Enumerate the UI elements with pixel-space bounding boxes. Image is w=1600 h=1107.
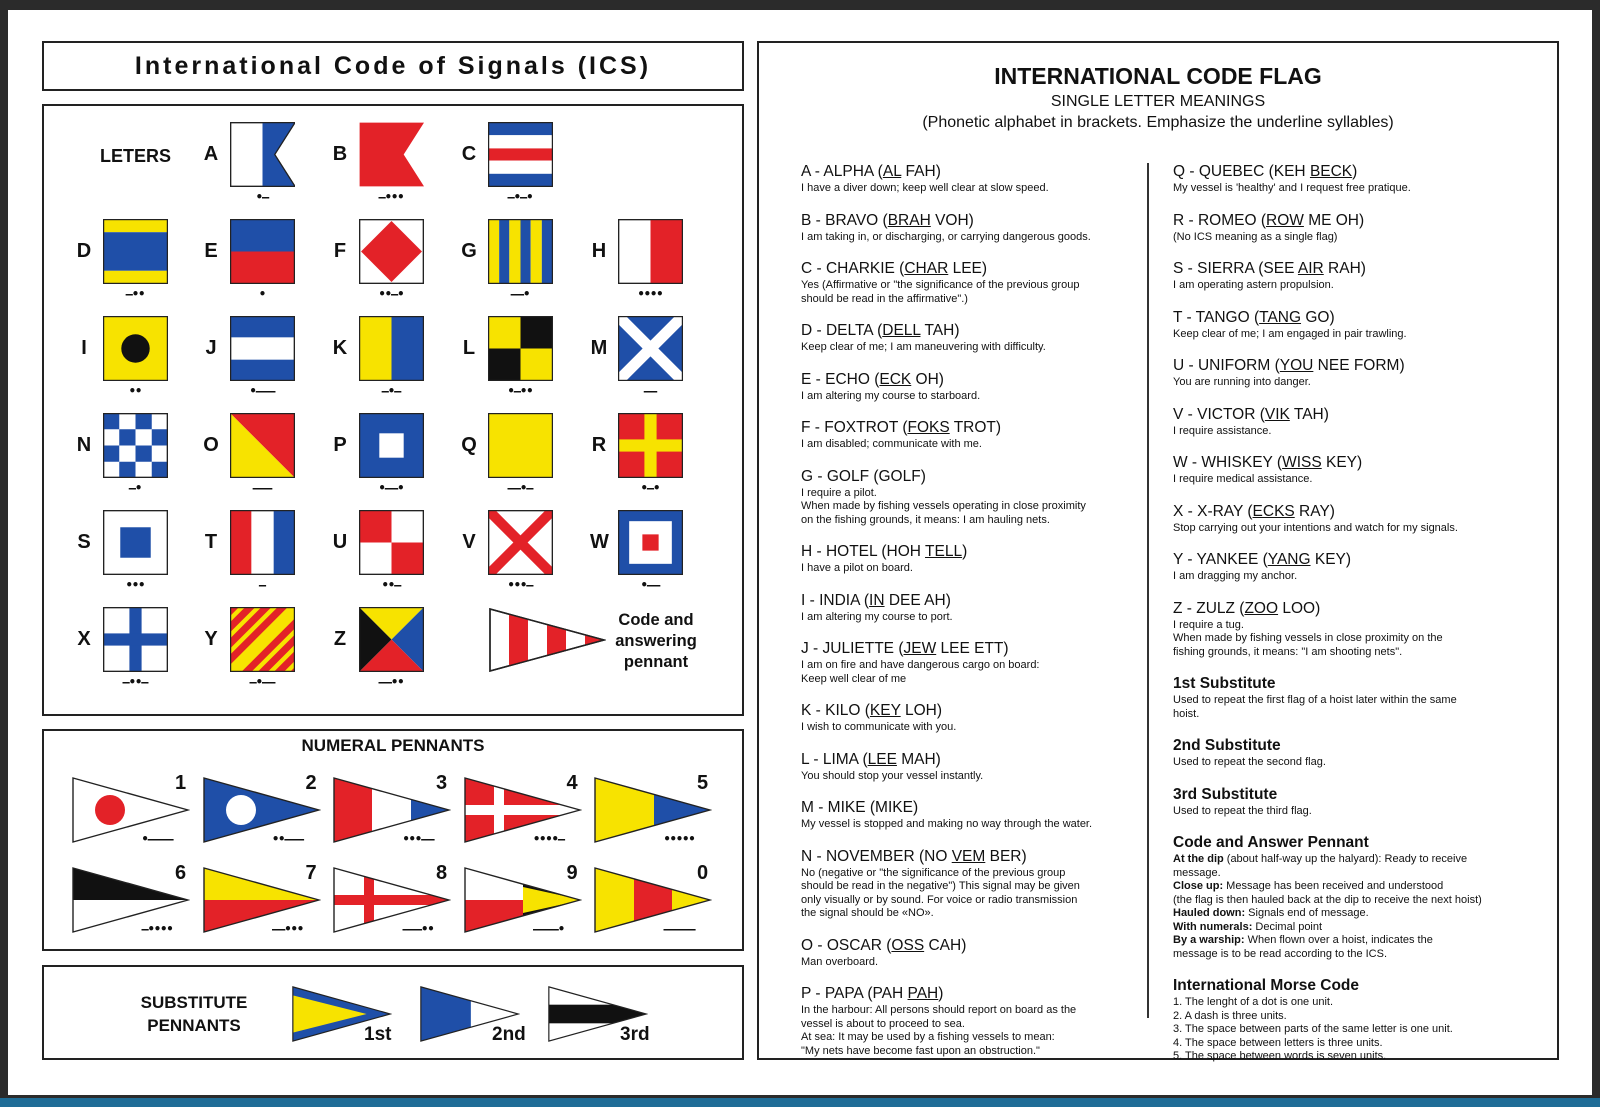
- numeral-label-0: 0: [697, 862, 709, 884]
- flag-morse-d: –••: [125, 287, 145, 301]
- flag-i-icon: [103, 316, 168, 381]
- meaning-heading: F - FOXTROT (FOKS TROT): [801, 419, 1002, 436]
- flag-morse-e: •: [258, 287, 266, 301]
- flag-v-icon: [488, 510, 553, 575]
- meaning-entry: [801, 937, 1141, 970]
- meaning-heading: D - DELTA (DELL TAH): [801, 322, 960, 339]
- meanings-panel: [757, 41, 1559, 1060]
- meaning-entry: [801, 848, 1141, 921]
- meaning-entry: [801, 985, 1141, 1058]
- flag-letter-j: J: [205, 337, 217, 359]
- flag-morse-s: •••: [125, 578, 145, 592]
- flag-f-icon: [359, 219, 424, 284]
- flag-letter-v: V: [462, 531, 476, 553]
- meaning-entry: [1173, 212, 1533, 245]
- flag-letter-n: N: [76, 434, 92, 456]
- meaning-description: I have a pilot on board.: [801, 562, 913, 574]
- substitutes-label: [124, 991, 264, 1037]
- flag-morse-a: •–: [255, 190, 269, 204]
- meaning-heading: Y - YANKEE (YANG KEY): [1173, 551, 1352, 568]
- morse-code-section: [1173, 977, 1533, 1064]
- flag-p-icon: [359, 413, 424, 478]
- code-pennant-label: [608, 610, 704, 673]
- meaning-heading: I - INDIA (IN DEE AH): [801, 591, 951, 609]
- flag-n-icon: [103, 413, 168, 478]
- flag-morse-j: •–––: [249, 384, 275, 398]
- meaning-entry: [801, 468, 1141, 528]
- meaning-description: I am operating astern propulsion.: [1173, 279, 1334, 291]
- flag-morse-u: ••–: [381, 578, 401, 592]
- meaning-entry: [801, 751, 1141, 784]
- meaning-entry: [801, 799, 1141, 832]
- flag-q-icon: [488, 413, 553, 478]
- flag-morse-q: ––•–: [507, 481, 533, 495]
- meaning-entry: [801, 371, 1141, 404]
- meaning-heading: P - PAPA (PAH PAH): [801, 985, 944, 1002]
- meaning-entry: [801, 640, 1141, 686]
- flag-letter-r: R: [591, 434, 607, 456]
- meaning-heading: G - GOLF (GOLF): [801, 467, 926, 485]
- meaning-description: I require assistance.: [1173, 424, 1272, 437]
- flag-letter-c: C: [461, 143, 477, 165]
- code-answer-section: [1173, 834, 1533, 961]
- substitute-explanation: [1173, 737, 1533, 770]
- meaning-description: Man overboard.: [801, 955, 879, 968]
- flag-morse-n: –•: [128, 481, 142, 495]
- meaning-entry: [1173, 309, 1533, 342]
- flag-morse-i: ••: [128, 384, 142, 398]
- numeral-morse-6: –••••: [141, 922, 173, 936]
- meaning-description: Keep clear of me; I am maneuvering with difficulty.: [801, 341, 1046, 353]
- meaning-entry: [801, 212, 1141, 245]
- meaning-heading: B - BRAVO (BRAH VOH): [801, 211, 974, 229]
- code-pennant-label-line: Code and: [618, 611, 694, 629]
- meaning-description: I require a tug. When made by fishing vessels in close proximity on the fishing grounds, it means: "I am shooting nets".: [1173, 618, 1443, 658]
- substitute-explanation: [1173, 675, 1533, 721]
- numeral-label-2: 2: [305, 772, 317, 794]
- meaning-heading: C - CHARKIE (CHAR LEE): [801, 260, 988, 277]
- meaning-entry: [801, 702, 1141, 735]
- meaning-description: (No ICS meaning as a single flag): [1173, 230, 1338, 243]
- numeral-morse-4: ••••–: [532, 832, 565, 846]
- flag-x-icon: [103, 607, 168, 672]
- flag-morse-b: –•••: [378, 190, 404, 204]
- substitute-explanation-title: 3rd Substitute: [1173, 785, 1278, 803]
- meaning-description: My vessel is stopped and making no way through the water.: [801, 818, 1093, 830]
- flag-z-icon: [359, 607, 424, 672]
- meaning-description: You should stop your vessel instantly.: [801, 769, 984, 782]
- morse-code-text: 1. The lenght of a dot is one unit. 2. A dash is three units. 3. The space between parts of the same letter is one unit. 4. The space between letters is three units. 5. The space between words is seven units.: [1173, 996, 1453, 1062]
- substitute-explanation-title: 2nd Substitute: [1173, 737, 1281, 754]
- numerals-title: NUMERAL PENNANTS: [301, 736, 485, 755]
- flag-morse-p: •––•: [378, 481, 404, 495]
- meaning-description: Keep clear of me; I am engaged in pair trawling.: [1173, 327, 1407, 340]
- flag-letter-p: P: [333, 434, 347, 456]
- meaning-heading: K - KILO (KEY LOH): [801, 702, 942, 719]
- meaning-description: I am taking in, or discharging, or carrying dangerous goods.: [801, 230, 1091, 243]
- numeral-morse-1: •––––: [141, 832, 173, 846]
- flag-morse-v: •••–: [507, 578, 533, 592]
- meaning-description: Stop carrying out your intentions and watch for my signals.: [1173, 521, 1458, 534]
- substitute-label-1: 1st: [364, 1024, 392, 1045]
- meaning-entry: [801, 419, 1141, 452]
- numeral-morse-8: –––••: [402, 922, 434, 936]
- numeral-morse-2: ••–––: [271, 832, 304, 846]
- substitute-explanation-title: 1st Substitute: [1173, 675, 1276, 692]
- flag-letter-f: F: [333, 240, 347, 262]
- substitute-explanation-text: Used to repeat the second flag.: [1173, 756, 1326, 768]
- meaning-description: I require a pilot. When made by fishing vessels operating in close proximity on the fishing grounds, it means: I am hauling nets.: [801, 486, 1086, 526]
- substitutes-label-line: PENNANTS: [147, 1016, 241, 1035]
- meaning-heading: N - NOVEMBER (NO VEM BER): [801, 847, 1027, 865]
- code-pennant-label-line: pennant: [623, 653, 689, 671]
- flag-morse-g: ––•: [510, 287, 530, 301]
- meaning-description: I am on fire and have dangerous cargo on board: Keep well clear of me: [801, 659, 1040, 685]
- numeral-label-9: 9: [566, 862, 578, 884]
- flag-morse-t: –: [258, 578, 266, 592]
- substitutes-label-line: SUBSTITUTE: [140, 993, 248, 1012]
- meaning-description: No (negative or "the significance of the previous group should be read in the negative") This signal may be given only visually or by sound. For voice or radio transmission the signal should be «NO».: [801, 866, 1080, 919]
- meaning-heading: U - UNIFORM (YOU NEE FORM): [1173, 357, 1405, 374]
- substitute-explanation-text: Used to repeat the third flag.: [1173, 804, 1312, 817]
- flag-letter-x: X: [77, 628, 91, 650]
- flag-letter-h: H: [591, 240, 607, 262]
- flag-morse-x: –••–: [122, 675, 148, 689]
- flag-morse-l: •–••: [507, 384, 533, 398]
- flag-y-icon: [230, 607, 295, 672]
- numeral-morse-7: ––•••: [271, 922, 304, 936]
- meaning-description: I am disabled; communicate with me.: [801, 438, 982, 450]
- meaning-heading: A - ALPHA (AL FAH): [801, 163, 941, 180]
- flag-letter-l: L: [462, 337, 476, 359]
- flag-o-icon: [230, 413, 295, 478]
- meanings-title: INTERNATIONAL CODE FLAG: [994, 63, 1322, 89]
- meaning-heading: O - OSCAR (OSS CAH): [801, 936, 967, 954]
- flag-morse-r: •–•: [640, 481, 660, 495]
- meaning-description: I have a diver down; keep well clear at slow speed.: [801, 182, 1049, 194]
- flag-d-icon: [103, 219, 168, 284]
- flag-letter-k: K: [332, 337, 348, 359]
- meaning-heading: W - WHISKEY (WISS KEY): [1173, 454, 1363, 471]
- flag-c-icon: [488, 122, 553, 187]
- flag-letter-u: U: [332, 531, 348, 553]
- flag-letter-e: E: [204, 240, 218, 262]
- flag-letter-i: I: [81, 337, 87, 359]
- flag-h-icon: [618, 219, 683, 284]
- substitute-label-2: 2nd: [492, 1024, 526, 1045]
- code-answer-text: At the dip (about half-way up the halyard): Ready to receive message. Close up: Message has been received and understood (the flag is then hauled back at the dip to receive the next hoist) Hauled down: Signals end of message. With numerals: Decimal point By a warship: When flown over a hoist, indicates the message is to be read according to the ICS.: [1173, 853, 1482, 960]
- meaning-heading: R - ROMEO (ROW ME OH): [1173, 211, 1365, 229]
- numeral-label-8: 8: [436, 862, 448, 884]
- meanings-subtitle: SINGLE LETTER MEANINGS: [1050, 93, 1266, 110]
- meaning-entry: [801, 543, 1141, 576]
- morse-code-title: International Morse Code: [1173, 977, 1360, 994]
- meaning-heading: Q - QUEBEC (KEH BECK): [1173, 163, 1358, 180]
- flag-morse-f: ••–•: [378, 287, 404, 301]
- numeral-morse-5: •••••: [663, 832, 695, 846]
- meaning-heading: V - VICTOR (VIK TAH): [1173, 405, 1329, 423]
- flag-b-icon: [359, 122, 424, 187]
- flag-w-icon: [618, 510, 683, 575]
- flag-letter-g: G: [461, 240, 477, 262]
- meaning-description: My vessel is 'healthy' and I request free pratique.: [1173, 182, 1411, 194]
- meaning-heading: M - MIKE (MIKE): [801, 799, 919, 816]
- substitute-label-3: 3rd: [620, 1024, 650, 1045]
- flag-morse-o: –––: [252, 481, 272, 495]
- meanings-left-column: [801, 163, 1141, 1074]
- meanings-header: [759, 63, 1557, 132]
- flag-morse-h: ••••: [637, 287, 663, 301]
- meaning-heading: Z - ZULZ (ZOO LOO): [1173, 599, 1321, 617]
- substitute-explanation: [1173, 786, 1533, 819]
- numeral-label-4: 4: [566, 772, 578, 794]
- flag-u-icon: [359, 510, 424, 575]
- meaning-description: Yes (Affirmative or "the significance of the previous group should be read in the affirmative".): [801, 279, 1080, 305]
- meaning-description: I am altering my course to port.: [801, 610, 953, 623]
- numeral-label-5: 5: [697, 772, 709, 794]
- letters-label: LETERS: [100, 146, 172, 166]
- flag-t-icon: [230, 510, 295, 575]
- meaning-entry: [801, 260, 1141, 306]
- numeral-morse-0: –––––: [663, 922, 695, 936]
- flag-letter-t: T: [204, 531, 218, 553]
- meaning-description: In the harbour: All persons should report on board as the vessel is about to proceed to sea. At sea: It may be used by a fishing vessels to mean: "My nets have become fast upon an obstruction.": [801, 1004, 1077, 1057]
- flag-e-icon: [230, 219, 295, 284]
- flag-letter-z: Z: [333, 628, 347, 650]
- flag-letter-d: D: [76, 240, 92, 262]
- meaning-heading: T - TANGO (TANG GO): [1173, 308, 1335, 326]
- bottom-bar: [0, 1098, 1600, 1107]
- flag-morse-m: ––: [643, 384, 657, 398]
- flag-morse-y: –•––: [249, 675, 275, 689]
- meaning-entry: [1173, 357, 1533, 390]
- meaning-description: I wish to communicate with you.: [801, 721, 957, 733]
- meaning-heading: L - LIMA (LEE MAH): [801, 750, 941, 768]
- flag-morse-z: ––••: [378, 675, 404, 689]
- flag-m-icon: [618, 316, 683, 381]
- meaning-entry: [801, 592, 1141, 625]
- meaning-heading: J - JULIETTE (JEW LEE ETT): [801, 640, 1009, 657]
- numeral-label-7: 7: [305, 862, 317, 884]
- meaning-entry: [1173, 260, 1533, 293]
- meaning-description: I require medical assistance.: [1173, 473, 1313, 485]
- meaning-entry: [801, 322, 1141, 355]
- flag-l-icon: [488, 316, 553, 381]
- flag-morse-k: –•–: [381, 384, 401, 398]
- numeral-pennants-panel: [42, 729, 744, 951]
- meaning-entry: [1173, 163, 1533, 196]
- flag-a-icon: [230, 122, 295, 187]
- flag-s-icon: [103, 510, 168, 575]
- flag-j-icon: [230, 316, 295, 381]
- flag-g-icon: [488, 219, 553, 284]
- substitute-pennants-panel: [42, 965, 744, 1060]
- meaning-heading: S - SIERRA (SEE AIR RAH): [1173, 260, 1366, 277]
- column-divider: [1147, 163, 1149, 1018]
- page-title: International Code of Signals (ICS): [134, 52, 652, 80]
- flag-letter-w: W: [590, 531, 609, 553]
- code-pennant-label-line: answering: [615, 632, 697, 650]
- flag-letter-y: Y: [204, 628, 218, 650]
- meaning-entry: [1173, 551, 1533, 584]
- numeral-morse-9: ––––•: [532, 922, 565, 936]
- flag-letter-a: A: [203, 143, 219, 165]
- meaning-entry: [1173, 600, 1533, 660]
- meaning-entry: [1173, 406, 1533, 439]
- meaning-heading: H - HOTEL (HOH TELL): [801, 543, 968, 560]
- flag-r-icon: [618, 413, 683, 478]
- meanings-note: (Phonetic alphabet in brackets. Emphasize the underline syllables): [922, 114, 1394, 131]
- meaning-description: I am dragging my anchor.: [1173, 570, 1298, 582]
- numeral-label-3: 3: [436, 772, 448, 794]
- meaning-heading: X - X-RAY (ECKS RAY): [1173, 502, 1335, 520]
- flag-letter-o: O: [203, 434, 219, 456]
- flag-k-icon: [359, 316, 424, 381]
- meaning-entry: [1173, 503, 1533, 536]
- flag-letter-s: S: [77, 531, 91, 553]
- substitute-explanation-text: Used to repeat the first flag of a hoist later within the same hoist.: [1173, 694, 1457, 720]
- flag-morse-w: •––: [640, 578, 660, 592]
- code-answer-title: Code and Answer Pennant: [1173, 834, 1369, 851]
- flag-letter-m: M: [590, 337, 608, 359]
- meanings-right-column: [1173, 163, 1533, 1080]
- meaning-entry: [801, 163, 1141, 196]
- code-pennant-icon: [488, 607, 606, 673]
- meaning-description: You are running into danger.: [1173, 376, 1311, 388]
- title-box: [42, 41, 744, 91]
- numeral-label-1: 1: [175, 772, 187, 794]
- meaning-description: I am altering my course to starboard.: [801, 389, 981, 402]
- flag-letter-q: Q: [461, 434, 477, 456]
- numeral-morse-3: •••––: [402, 832, 434, 846]
- flag-morse-c: –•–•: [507, 190, 533, 204]
- flag-letter-b: B: [332, 143, 348, 165]
- numeral-label-6: 6: [175, 862, 187, 884]
- meaning-entry: [1173, 454, 1533, 487]
- letter-flags-panel: [42, 104, 744, 716]
- meaning-heading: E - ECHO (ECK OH): [801, 370, 944, 388]
